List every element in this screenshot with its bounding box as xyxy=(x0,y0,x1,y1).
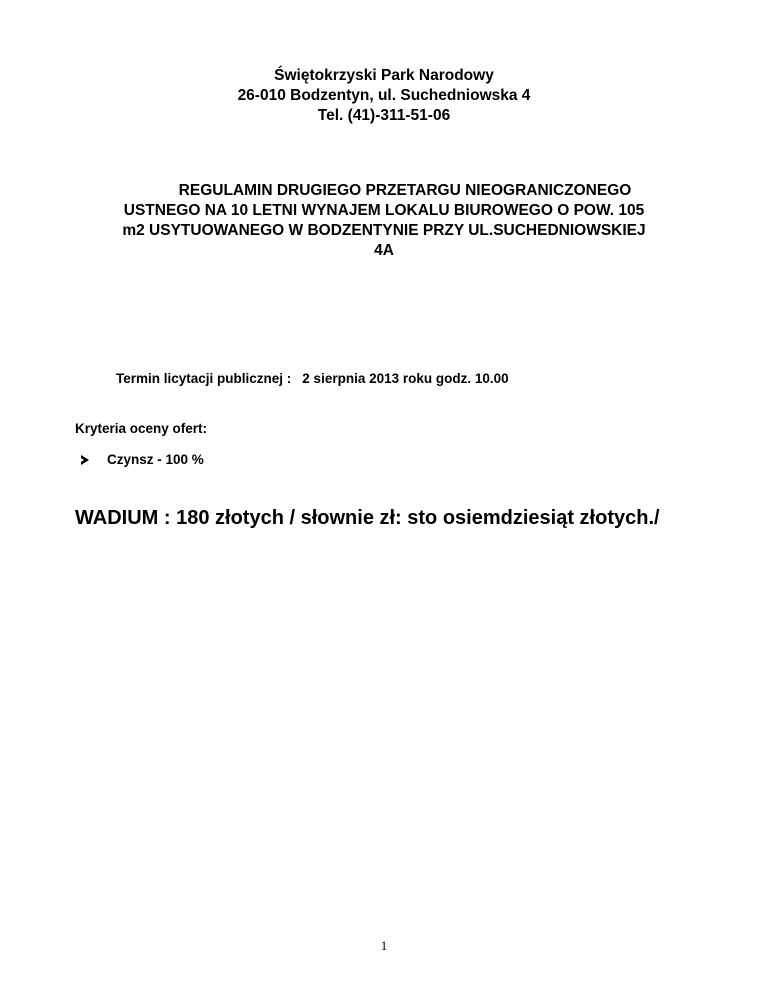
page-number: 1 xyxy=(380,938,388,953)
document-title xyxy=(60,181,708,261)
criteria-item-text: Czynsz - 100 % xyxy=(107,452,204,467)
auction-date-label: Termin licytacji publicznej : xyxy=(116,371,292,386)
deposit-statement: WADIUM : 180 złotych / słownie zł: sto osiemdziesiąt złotych./ xyxy=(75,507,660,529)
title-line-2: USTNEGO NA 10 LETNI WYNAJEM LOKALU BIUROWEGO O POW. 105 xyxy=(123,202,645,219)
title-line-3: m2 USYTUOWANEGO W BODZENTYNIE PRZY UL.SUCHEDNIOWSKIEJ xyxy=(122,222,646,239)
organization-phone: Tel. (41)-311-51-06 xyxy=(317,107,451,124)
title-line-1: REGULAMIN DRUGIEGO PRZETARGU NIEOGRANICZONEGO xyxy=(178,182,632,199)
criteria-list-item xyxy=(81,451,204,469)
arrow-bullet-icon xyxy=(81,455,89,465)
title-line-4: 4A xyxy=(374,242,394,259)
auction-date-row xyxy=(116,370,509,388)
document-header xyxy=(0,66,768,126)
auction-date-value: 2 sierpnia 2013 roku godz. 10.00 xyxy=(302,371,509,386)
organization-address: 26-010 Bodzentyn, ul. Suchedniowska 4 xyxy=(237,87,531,104)
criteria-label: Kryteria oceny ofert: xyxy=(75,421,208,436)
organization-name: Świętokrzyski Park Narodowy xyxy=(274,67,494,84)
